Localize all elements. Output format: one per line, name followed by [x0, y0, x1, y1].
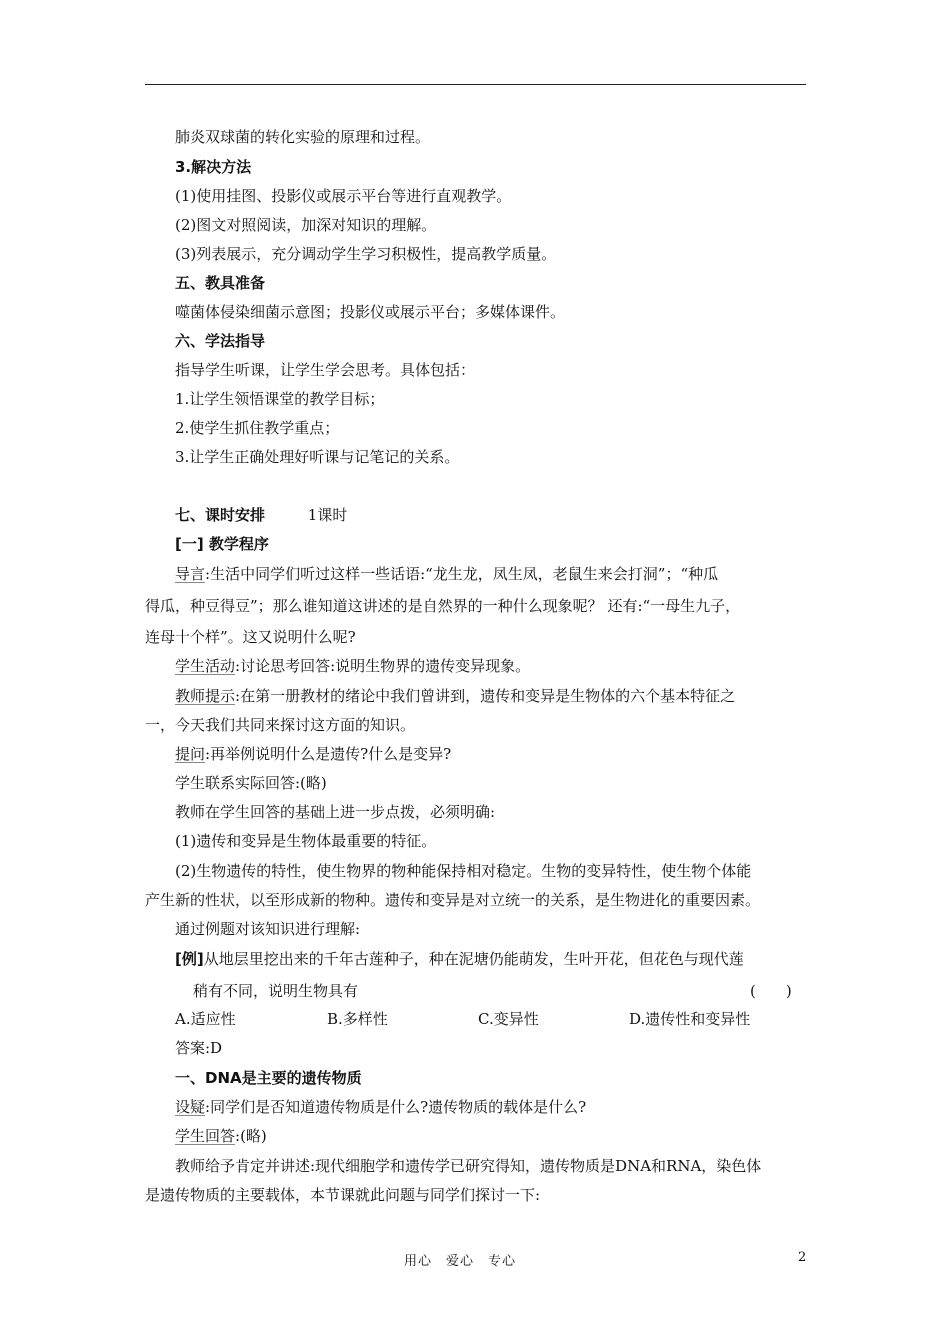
activity-text: :讨论思考回答:说明生物界的遗传变异现象。: [235, 657, 531, 675]
question-line: [175, 744, 451, 764]
section-heading: 七、课时安排: [175, 506, 266, 524]
tip-text: :在第一册教材的绪论中我们曾讲到，遗传和变异是生物体的六个基本特征之: [235, 687, 736, 705]
section-heading: 一、DNA是主要的遗传物质: [175, 1069, 362, 1087]
schedule-line: [175, 505, 347, 525]
activity-label: 学生活动: [175, 657, 236, 675]
doubt-label: 设疑: [175, 1098, 206, 1116]
footer-motto: 用心 爱心 专心: [404, 1254, 517, 1269]
answer-blank: ( ): [750, 982, 792, 1000]
page-number: 2: [798, 1250, 807, 1265]
tip-label: 教师提示: [175, 687, 236, 705]
text-line: (2)生物遗传的特性，使生物界的物种能保持相对稳定。生物的变异特性，使生物个体能: [175, 862, 752, 880]
option-a: A.适应性: [175, 1010, 236, 1028]
section-heading: 3.解决方法: [175, 158, 252, 176]
section-heading: [一] 教学程序: [175, 535, 269, 553]
text-line: 1.让学生领悟课堂的教学目标；: [175, 390, 385, 408]
activity-line: [175, 656, 530, 676]
student-answer-text: :(略): [235, 1127, 267, 1145]
example-text: 从地层里挖出来的千年古莲种子，种在泥塘仍能萌发，生叶开花，但花色与现代莲: [203, 950, 744, 968]
option-b: B.多样性: [327, 1010, 388, 1028]
example-line: [175, 949, 744, 969]
doubt-text: :同学们是否知道遗传物质是什么?遗传物质的载体是什么?: [205, 1098, 587, 1116]
option-d: D.遗传性和变异性: [629, 1010, 751, 1028]
text-line: 教师在学生回答的基础上进一步点拨，必须明确:: [175, 803, 496, 821]
question-label: 提问: [175, 745, 206, 763]
intro-line: [175, 564, 718, 584]
option-c: C.变异性: [478, 1010, 539, 1028]
answer-line: 答案:D: [175, 1039, 223, 1057]
example-label: [例]: [175, 950, 204, 968]
question-text: :再举例说明什么是遗传?什么是变异?: [205, 745, 452, 763]
text-line: 一，今天我们共同来探讨这方面的知识。: [145, 716, 416, 734]
text-line: 指导学生听课，让学生学会思考。具体包括：: [175, 361, 476, 379]
student-answer-label: 学生回答: [175, 1127, 236, 1145]
header-rule: [145, 84, 806, 85]
text-line: 噬菌体侵染细菌示意图；投影仪或展示平台；多媒体课件。: [175, 303, 566, 321]
text-line: 产生新的性状，以至形成新的物种。遗传和变异是对立统一的关系，是生物进化的重要因素。: [145, 891, 761, 909]
section-heading: 五、教具准备: [175, 274, 266, 292]
text-line: 连母十个样”。这又说明什么呢?: [145, 628, 356, 646]
text-line: (3)列表展示，充分调动学生学习积极性，提高教学质量。: [175, 245, 557, 263]
text-line: 3.让学生正确处理好听课与记笔记的关系。: [175, 448, 460, 466]
schedule-value: 1课时: [307, 506, 348, 524]
intro-label: 导言: [175, 565, 206, 583]
student-answer-line: [175, 1126, 267, 1146]
text-line: 是遗传物质的主要载体，本节课就此问题与同学们探讨一下:: [145, 1186, 541, 1204]
text-line: 通过例题对该知识进行理解:: [175, 920, 361, 938]
text-line: (1)使用挂图、投影仪或展示平台等进行直观教学。: [175, 187, 512, 205]
text-line: 2.使学生抓住教学重点；: [175, 419, 340, 437]
text-line: 稍有不同，说明生物具有: [193, 982, 359, 1000]
text-line: 肺炎双球菌的转化实验的原理和过程。: [175, 128, 431, 146]
text-line: 得瓜，种豆得豆”；那么谁知道这讲述的是自然界的一种什么现象呢？ 还有:“一母生九子，: [145, 597, 741, 615]
doubt-line: [175, 1097, 586, 1117]
text-line: 学生联系实际回答:(略): [175, 774, 327, 792]
tip-line: [175, 686, 735, 706]
text-line: 教师给予肯定并讲述:现代细胞学和遗传学已研究得知，遗传物质是DNA和RNA，染色体: [175, 1157, 762, 1175]
text-line: (2)图文对照阅读，加深对知识的理解。: [175, 216, 437, 234]
section-heading: 六、学法指导: [175, 332, 266, 350]
intro-text: :生活中同学们听过这样一些话语:“龙生龙，凤生凤，老鼠生来会打洞”；“种瓜: [205, 565, 719, 583]
text-line: (1)遗传和变异是生物体最重要的特征。: [175, 832, 437, 850]
